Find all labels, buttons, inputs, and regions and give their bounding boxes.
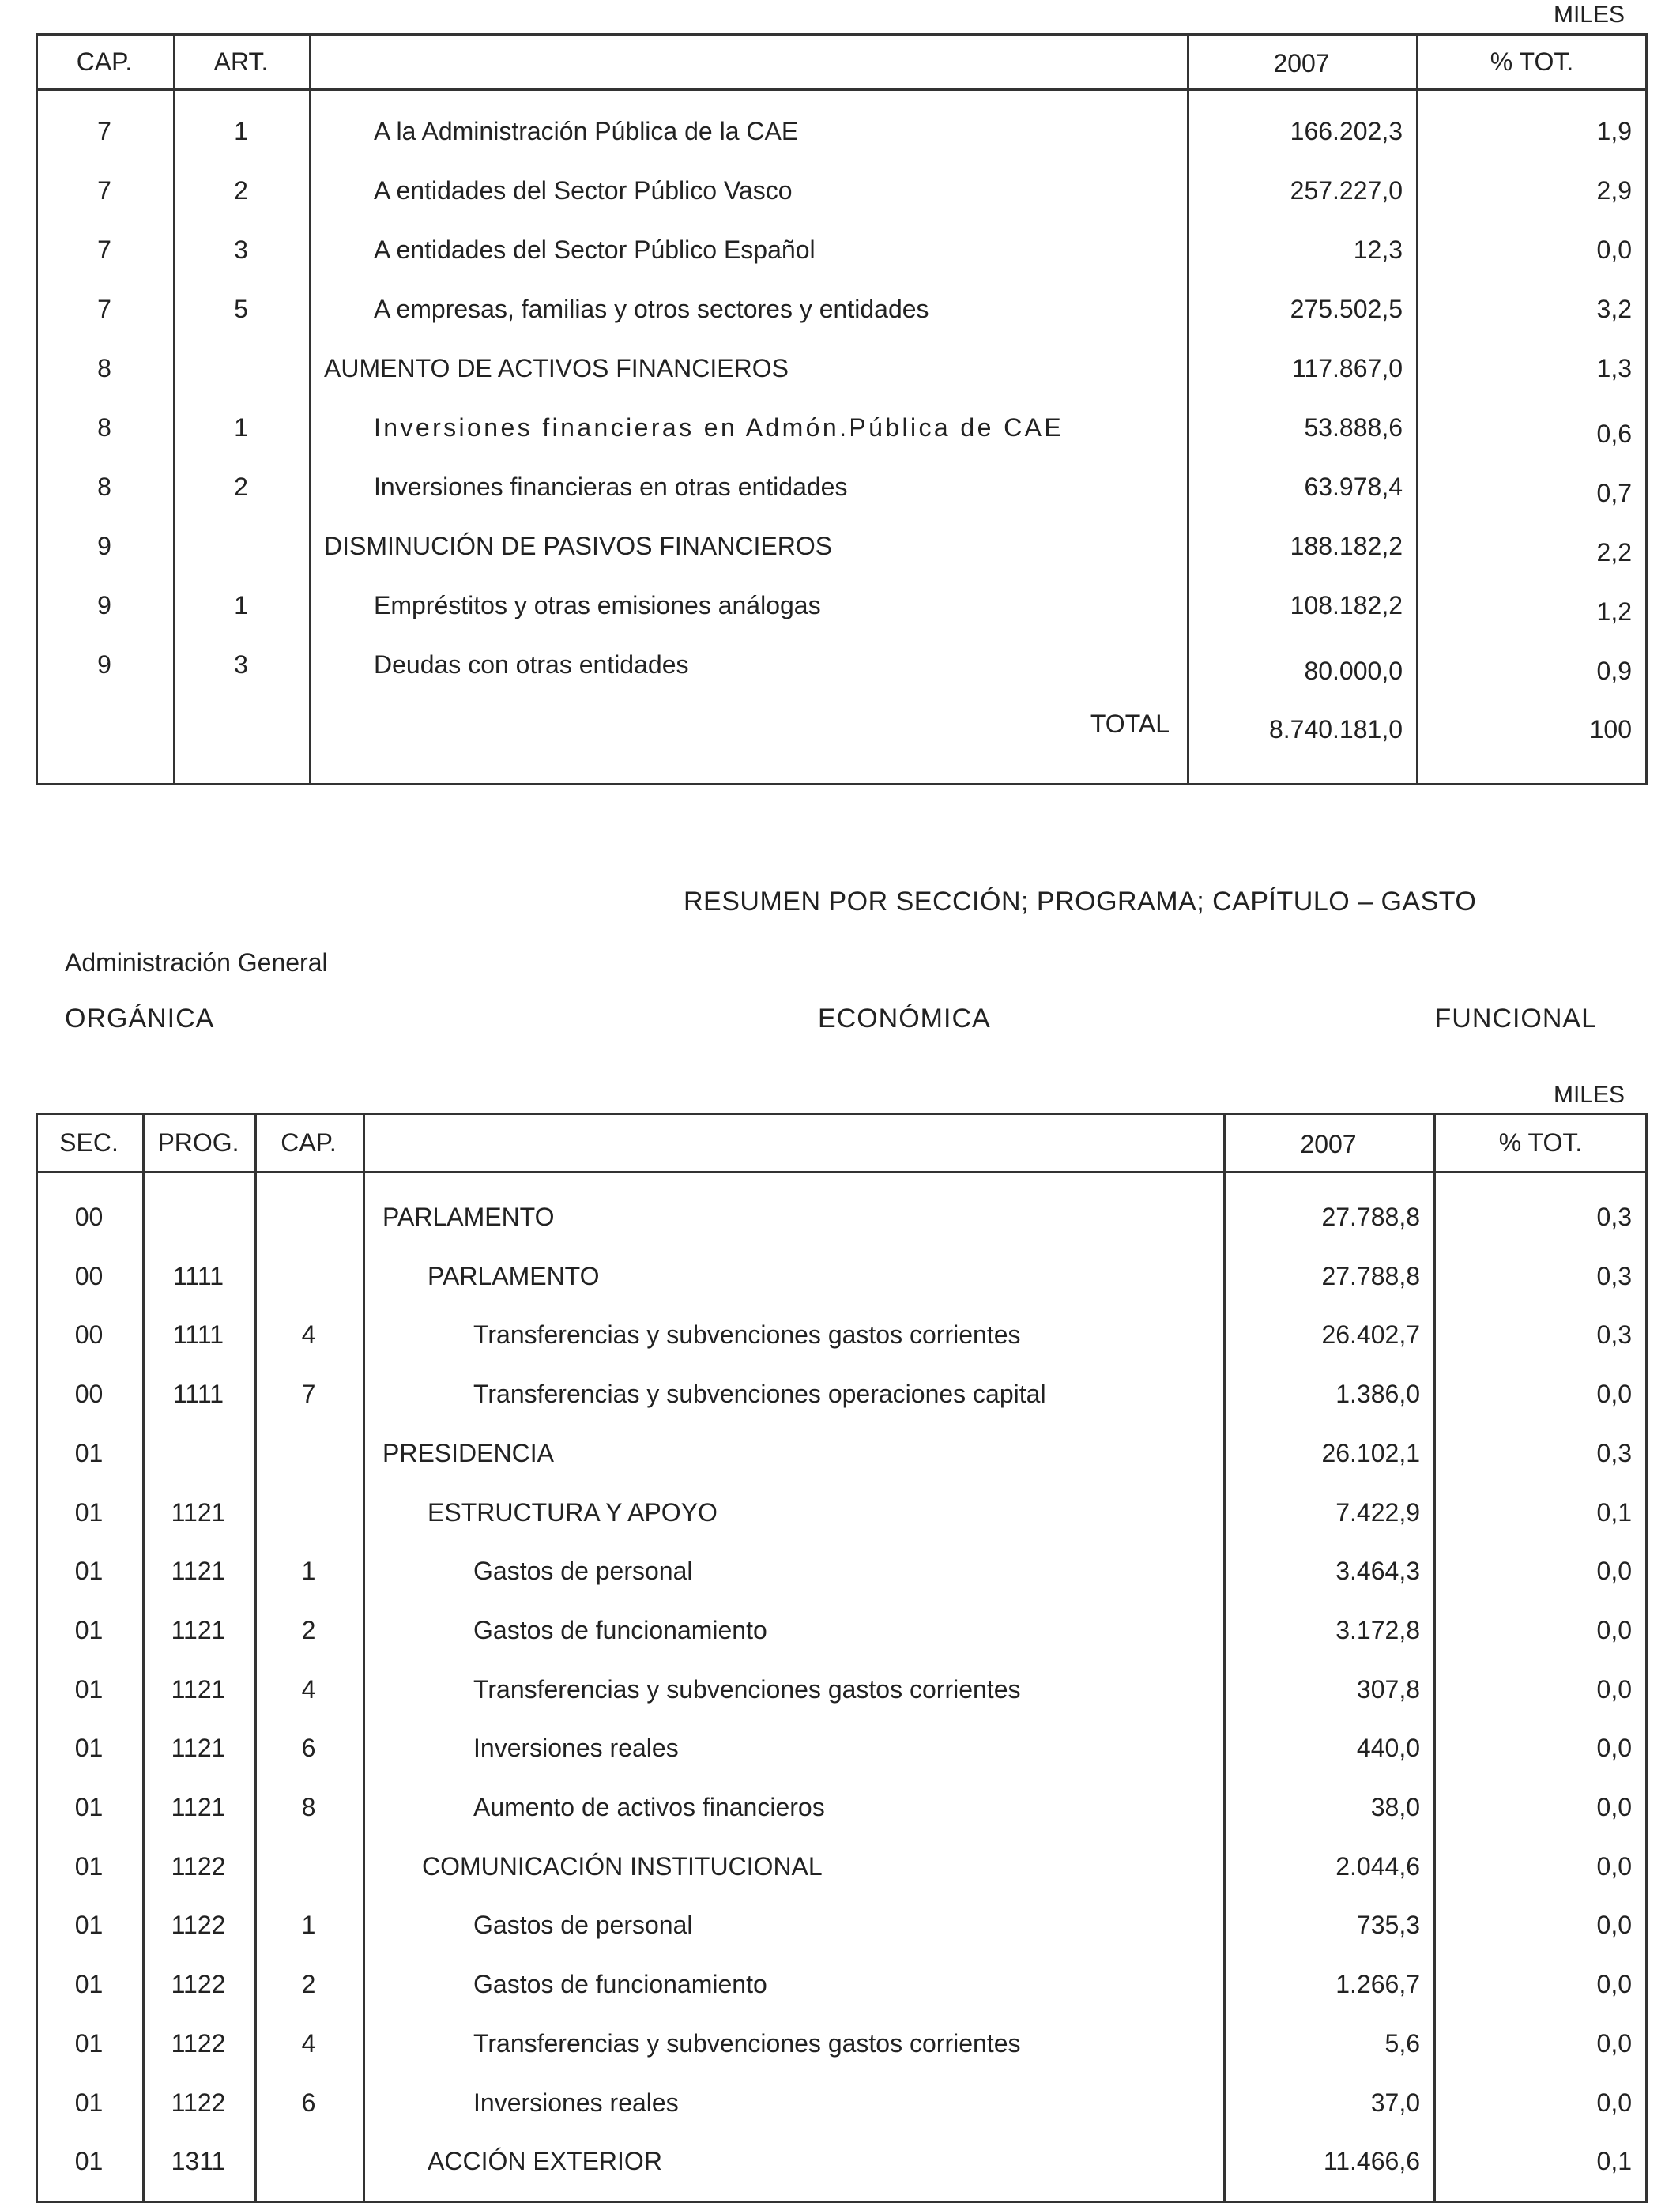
table1-row-art: 1 [234, 591, 248, 619]
table2-row-sec: 01 [74, 1970, 104, 1998]
table2-row-sec: 01 [74, 1852, 104, 1881]
table2-row-cap: 4 [301, 2029, 316, 2058]
table2-row-label: PRESIDENCIA [382, 1439, 554, 1467]
table2-row-value: 2.044,6 [1335, 1852, 1420, 1881]
table1-header-art: ART. [213, 47, 269, 76]
table2-row-sec: 01 [74, 1498, 104, 1527]
table2-row-prog: 1121 [171, 1793, 226, 1821]
table2-row-pct: 0,0 [1596, 2088, 1632, 2117]
table2-row-label: ESTRUCTURA Y APOYO [428, 1498, 718, 1527]
table2-row-label: Inversiones reales [473, 2088, 679, 2117]
table1-total-label: TOTAL [1090, 710, 1170, 738]
table1-row-cap: 9 [97, 532, 111, 560]
table1-row-value: 108.182,2 [1290, 591, 1403, 619]
table1-row-cap: 7 [97, 235, 111, 264]
table2-row-sec: 01 [74, 1616, 104, 1644]
table2-row-value: 26.402,7 [1321, 1320, 1420, 1349]
table1-row-art: 2 [234, 176, 248, 205]
table2-row-prog: 1111 [172, 1380, 224, 1408]
table1-row-pct: 1,3 [1596, 354, 1632, 382]
table1-row-cap: 8 [97, 354, 111, 382]
table2-header-prog: PROG. [157, 1128, 239, 1157]
table1-row-cap: 7 [97, 117, 111, 145]
table1-row-label: A la Administración Pública de la CAE [374, 117, 799, 145]
table2-row-prog: 1121 [171, 1498, 226, 1527]
table1-row-label: Deudas con otras entidades [374, 650, 689, 679]
table2-row-pct: 0,0 [1596, 1852, 1632, 1881]
table2-row-pct: 0,0 [1596, 1616, 1632, 1644]
table2-row-value: 11.466,6 [1323, 2147, 1420, 2175]
table1-row-cap: 7 [97, 295, 111, 323]
table1-row-value: 63.978,4 [1304, 473, 1403, 501]
table1-row-art: 3 [234, 235, 248, 264]
table2-row-prog: 1111 [172, 1262, 224, 1290]
table2-header-year: 2007 [1300, 1130, 1357, 1158]
table2-row-label: Transferencias y subvenciones gastos corrientes [473, 1320, 1021, 1349]
table2-row-label: PARLAMENTO [382, 1203, 555, 1231]
table2-row-sec: 01 [74, 1793, 104, 1821]
table2-row-sec: 01 [74, 1734, 104, 1762]
table2-row-label: Transferencias y subvenciones operaciones capital [473, 1380, 1046, 1408]
table2-row-value: 38,0 [1370, 1793, 1420, 1821]
table1-row-pct: 0,0 [1596, 235, 1632, 264]
table1-row-art: 1 [234, 413, 248, 442]
table1-row-art: 2 [234, 473, 248, 501]
table2-row-label: Gastos de funcionamiento [473, 1970, 767, 1998]
table2-row-cap: 1 [301, 1911, 316, 1939]
table2-row-pct: 0,1 [1596, 1498, 1632, 1527]
table2-row-value: 5,6 [1384, 2029, 1420, 2058]
table2-row-prog: 1121 [171, 1616, 226, 1644]
table1-row-label: A entidades del Sector Público Vasco [374, 176, 793, 205]
table2-row-label: Inversiones reales [473, 1734, 679, 1762]
table2-row-value: 3.172,8 [1335, 1616, 1420, 1644]
table2-row-label: Aumento de activos financieros [473, 1793, 825, 1821]
table2-row-cap: 4 [301, 1675, 316, 1704]
table2-row-cap: 7 [301, 1380, 316, 1408]
table2-row-value: 307,8 [1356, 1675, 1420, 1704]
table1-header-cap: CAP. [76, 47, 133, 76]
table2-row-prog: 1111 [172, 1320, 224, 1349]
table1-row-cap: 8 [97, 473, 111, 501]
table1-row-pct: 1,9 [1596, 117, 1632, 145]
table2-row-pct: 0,0 [1596, 1734, 1632, 1762]
table1-row-pct: 0,6 [1596, 420, 1632, 448]
table2-header-divider [36, 1171, 1648, 1173]
table1-row-label: A entidades del Sector Público Español [374, 235, 816, 264]
table1-header-year: 2007 [1273, 49, 1330, 77]
table2-row-label: Transferencias y subvenciones gastos corrientes [473, 2029, 1021, 2058]
table1-row-label: Inversiones financieras en otras entidades [374, 473, 848, 501]
table1-row-pct: 1,2 [1596, 597, 1632, 626]
table2-row-cap: 2 [301, 1970, 316, 1998]
table1-row-label: DISMINUCIÓN DE PASIVOS FINANCIEROS [324, 532, 833, 560]
table2-row-pct: 0,3 [1596, 1203, 1632, 1231]
table1-row-value: 80.000,0 [1304, 657, 1403, 685]
admin-label: Administración General [65, 948, 328, 977]
table2-row-prog: 1121 [171, 1675, 226, 1704]
table2-row-pct: 0,0 [1596, 1675, 1632, 1704]
table2-row-cap: 4 [301, 1320, 316, 1349]
table2-row-sec: 00 [74, 1203, 104, 1231]
table1-row-cap: 7 [97, 176, 111, 205]
table2-row-prog: 1122 [171, 1970, 226, 1998]
organica-label: ORGÁNICA [65, 1004, 215, 1034]
table1-row-label: Inversiones financieras en Admón.Pública de CAE [374, 413, 1064, 442]
table2-row-pct: 0,0 [1596, 1970, 1632, 1998]
table2-row-label: Gastos de personal [473, 1911, 693, 1939]
table2-row-prog: 1122 [171, 2088, 226, 2117]
table2-row-value: 3.464,3 [1335, 1557, 1420, 1585]
table2-row-sec: 01 [74, 1557, 104, 1585]
table1-row-value: 257.227,0 [1290, 176, 1403, 205]
table2-row-value: 1.386,0 [1335, 1380, 1420, 1408]
table1-row-label: AUMENTO DE ACTIVOS FINANCIEROS [324, 354, 789, 382]
table2-row-sec: 01 [74, 2088, 104, 2117]
table1-row-pct: 0,7 [1596, 479, 1632, 507]
table2-row-cap: 6 [301, 1734, 316, 1762]
table2-row-prog: 1121 [171, 1557, 226, 1585]
table2-row-cap: 1 [301, 1557, 316, 1585]
table1-row-pct: 0,9 [1596, 657, 1632, 685]
economica-label: ECONÓMICA [818, 1004, 991, 1034]
table1-header-pct: % TOT. [1490, 47, 1574, 76]
table2-row-sec: 01 [74, 1439, 104, 1467]
table2-row-pct: 0,0 [1596, 1557, 1632, 1585]
table1-row-pct: 3,2 [1596, 295, 1632, 323]
table1-row-label: A empresas, familias y otros sectores y entidades [374, 295, 929, 323]
table2-row-value: 440,0 [1356, 1734, 1420, 1762]
table2-row-label: Gastos de funcionamiento [473, 1616, 767, 1644]
table2-row-label: COMUNICACIÓN INSTITUCIONAL [422, 1852, 823, 1881]
table2-row-pct: 0,3 [1596, 1262, 1632, 1290]
table2-row-prog: 1121 [171, 1734, 226, 1762]
table1-total-pct: 100 [1589, 715, 1632, 744]
table2-row-value: 27.788,8 [1321, 1262, 1420, 1290]
table2-row-sec: 01 [74, 2029, 104, 2058]
table2-row-pct: 0,0 [1596, 1911, 1632, 1939]
table2-row-prog: 1311 [171, 2147, 226, 2175]
table2-row-label: Transferencias y subvenciones gastos corrientes [473, 1675, 1021, 1704]
table2-row-sec: 00 [74, 1320, 104, 1349]
table2-row-label: PARLAMENTO [428, 1262, 600, 1290]
table1-row-value: 188.182,2 [1290, 532, 1403, 560]
table1-row-value: 275.502,5 [1290, 295, 1403, 323]
table2-header-pct: % TOT. [1498, 1128, 1583, 1157]
table2-row-prog: 1122 [171, 1911, 226, 1939]
table1-row-value: 166.202,3 [1290, 117, 1403, 145]
table1-row-cap: 9 [97, 591, 111, 619]
table2-row-pct: 0,3 [1596, 1320, 1632, 1349]
table2-row-value: 37,0 [1370, 2088, 1420, 2117]
table2-row-pct: 0,0 [1596, 1793, 1632, 1821]
table2-header-cap: CAP. [281, 1128, 337, 1157]
funcional-label: FUNCIONAL [1434, 1004, 1597, 1034]
table1-row-art: 5 [234, 295, 248, 323]
table2-row-cap: 2 [301, 1616, 316, 1644]
table1-header-divider [36, 88, 1648, 91]
table2-row-value: 7.422,9 [1335, 1498, 1420, 1527]
table2-row-sec: 00 [74, 1262, 104, 1290]
table2-row-value: 735,3 [1356, 1911, 1420, 1939]
table2-row-sec: 00 [74, 1380, 104, 1408]
table2-row-value: 26.102,1 [1321, 1439, 1420, 1467]
table2-row-pct: 0,0 [1596, 1380, 1632, 1408]
table1-row-value: 117.867,0 [1292, 354, 1403, 382]
table1-row-cap: 8 [97, 413, 111, 442]
table2-header-sec: SEC. [59, 1128, 119, 1157]
table2-row-value: 1.266,7 [1335, 1970, 1420, 1998]
table2-row-value: 27.788,8 [1321, 1203, 1420, 1231]
table1-total-value: 8.740.181,0 [1268, 715, 1403, 744]
table1-row-value: 12,3 [1353, 235, 1403, 264]
table2-row-label: ACCIÓN EXTERIOR [428, 2147, 662, 2175]
table2-row-cap: 8 [301, 1793, 316, 1821]
table1-unit-label: MILES [1553, 2, 1625, 28]
table1-row-pct: 2,2 [1596, 538, 1632, 567]
table2-row-pct: 0,0 [1596, 2029, 1632, 2058]
table2-row-sec: 01 [74, 1675, 104, 1704]
table2-row-cap: 6 [301, 2088, 316, 2117]
table1-row-cap: 9 [97, 650, 111, 679]
section-title: RESUMEN POR SECCIÓN; PROGRAMA; CAPÍTULO – GASTO [684, 887, 1477, 917]
table2-unit-label: MILES [1553, 1082, 1625, 1108]
table2-row-sec: 01 [74, 2147, 104, 2175]
table2-row-prog: 1122 [171, 1852, 226, 1881]
table1-row-value: 53.888,6 [1304, 413, 1403, 442]
table2-row-sec: 01 [74, 1911, 104, 1939]
table1-row-art: 3 [234, 650, 248, 679]
table1-row-art: 1 [234, 117, 248, 145]
table2-row-pct: 0,3 [1596, 1439, 1632, 1467]
table1-row-pct: 2,9 [1596, 176, 1632, 205]
table2-row-label: Gastos de personal [473, 1557, 693, 1585]
table2-row-pct: 0,1 [1596, 2147, 1632, 2175]
table2-row-prog: 1122 [171, 2029, 226, 2058]
table1-row-label: Empréstitos y otras emisiones análogas [374, 591, 821, 619]
